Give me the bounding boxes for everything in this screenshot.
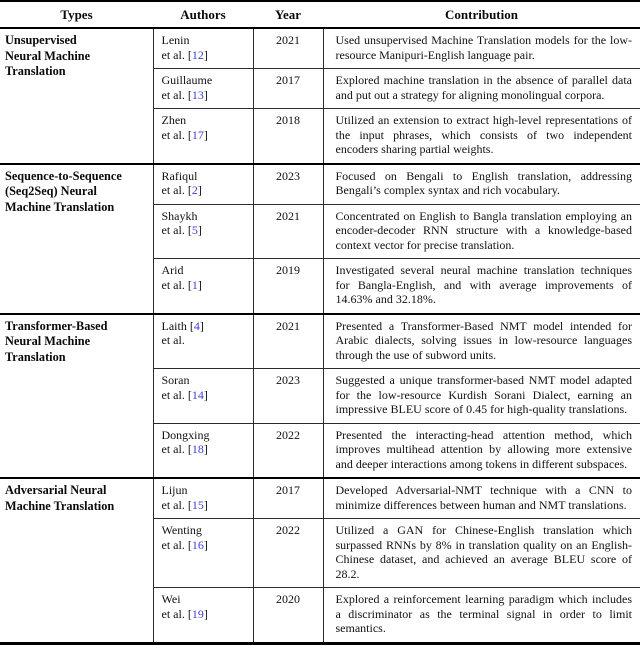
citation-link[interactable] — [188, 88, 208, 102]
citation-number: 17 — [191, 127, 204, 142]
table-row — [0, 28, 640, 69]
citation-bracket-open: [ — [187, 277, 192, 292]
citation-link[interactable] — [188, 498, 208, 512]
citation-bracket-close: ] — [203, 497, 208, 512]
type-cell — [0, 314, 153, 479]
citation-link[interactable] — [188, 442, 208, 456]
citation-number: 5 — [191, 223, 198, 237]
year-value: 2019 — [253, 259, 323, 314]
year-value: 2023 — [253, 369, 323, 424]
author-etal: et al. [12] — [161, 47, 208, 62]
author-name: Zhen — [161, 113, 187, 127]
contribution-text: Presented the interacting-head attention method, which improves multihead attention by allowing more extensive and deeper interactions among tokens in different subspaces. — [323, 423, 640, 478]
table-body — [0, 28, 640, 643]
author-name: Dongxing — [161, 427, 210, 442]
year-value: 2021 — [253, 314, 323, 369]
contribution-text: Used unsupervised Machine Translation models for the low-resource Manipuri-English language pair. — [323, 28, 640, 69]
type-label-line: Neural Machine — [5, 48, 91, 63]
contribution-text: Explored a reinforcement learning paradigm which includes a discriminator as the terminal signal in order to limit semantics. — [323, 588, 640, 644]
contribution-text: Focused on Bengali to English translation, addressing Bengali’s complex syntax and rich vocabulary. — [323, 164, 640, 205]
contribution-text: Investigated several neural machine translation techniques for Bangla-English, and with average improvements of 14.63% and 32.18%. — [323, 259, 640, 314]
contribution-text: Explored machine translation in the absence of parallel data and put out a strategy for aligning monolingual corpora. — [323, 69, 640, 109]
header-row — [0, 1, 640, 28]
author-etal: et al. — [161, 333, 185, 347]
citation-number: 16 — [191, 537, 204, 552]
citation-bracket-close: ] — [203, 87, 208, 102]
citation-number: 19 — [191, 606, 204, 621]
year-value: 2021 — [253, 204, 323, 259]
author-cell — [153, 164, 253, 205]
author-cell — [153, 259, 253, 314]
citation-bracket-open: [ — [187, 442, 192, 456]
author-etal: et al. [17] — [161, 127, 208, 142]
citation-bracket-close: ] — [203, 442, 208, 456]
citation-link[interactable] — [188, 183, 202, 197]
author-cell — [153, 69, 253, 109]
type-cell — [0, 164, 153, 314]
col-header-contribution: Contribution — [323, 1, 640, 28]
type-cell — [0, 28, 153, 164]
author-cell — [153, 204, 253, 259]
citation-link[interactable] — [188, 607, 208, 621]
author-name: Laith [4] — [161, 318, 204, 333]
col-header-authors: Authors — [153, 1, 253, 28]
citation-bracket-close: ] — [199, 318, 204, 333]
citation-bracket-close: ] — [197, 183, 202, 197]
author-name: Guillaume — [161, 73, 213, 87]
citation-bracket-open: [ — [187, 47, 192, 62]
type-label-line: Translation — [5, 64, 66, 78]
author-name: Shaykh — [161, 208, 198, 223]
citation-bracket-close: ] — [203, 537, 208, 552]
citation-number: 1 — [191, 277, 198, 292]
author-etal: et al. [14] — [161, 387, 208, 402]
author-etal: et al. [2] — [161, 183, 202, 197]
author-name: Wenting — [161, 523, 202, 537]
citation-link[interactable] — [188, 388, 208, 402]
citation-bracket-close: ] — [203, 387, 208, 402]
citation-bracket-open: [ — [187, 537, 192, 552]
contribution-text: Utilized a GAN for Chinese-English translation which surpassed RNNs by 8% in translation quality on an English-Chinese dataset, and achieved an average BLEU score of 28.2. — [323, 519, 640, 588]
contribution-text: Utilized an extension to extract high-level representations of the input phrases, which consists of two independent encoders sharing partial weights. — [323, 109, 640, 164]
author-name: Lijun — [161, 483, 188, 497]
year-value: 2017 — [253, 69, 323, 109]
author-name: Soran — [161, 373, 190, 387]
author-cell — [153, 314, 253, 369]
type-label-line: Transformer-Based — [5, 318, 108, 333]
citation-link[interactable] — [188, 278, 202, 292]
contribution-text: Concentrated on English to Bangla translation employing an encoder-decoder RNN structure with a knowledge-based context vector for precise translation. — [323, 204, 640, 259]
citation-bracket-close: ] — [203, 606, 208, 621]
author-name: Lenin — [161, 33, 190, 47]
year-value: 2021 — [253, 28, 323, 69]
author-etal: et al. [13] — [161, 87, 208, 102]
citation-bracket-open: [ — [187, 387, 192, 402]
citation-bracket-open: [ — [187, 87, 192, 102]
table-row — [0, 314, 640, 369]
citation-number: 4 — [193, 318, 200, 333]
contribution-text: Developed Adversarial-NMT technique with a CNN to minimize differences between human and NMT translations. — [323, 478, 640, 519]
author-etal: et al. [1] — [161, 277, 202, 292]
citation-bracket-open: [ — [187, 223, 192, 237]
citation-number: 15 — [191, 497, 204, 512]
citation-bracket-open: [ — [187, 127, 192, 142]
author-cell — [153, 519, 253, 588]
citation-link[interactable] — [188, 48, 208, 62]
author-cell — [153, 588, 253, 644]
citation-bracket-open: [ — [187, 183, 192, 197]
author-cell — [153, 423, 253, 478]
citation-bracket-close: ] — [197, 277, 202, 292]
type-label-line: Machine Translation — [5, 199, 115, 214]
citation-link[interactable] — [188, 223, 202, 237]
author-etal: et al. [15] — [161, 497, 208, 512]
year-value: 2022 — [253, 423, 323, 478]
citation-bracket-close: ] — [203, 127, 208, 142]
type-label-line: (Seq2Seq) Neural — [5, 184, 97, 198]
year-value: 2018 — [253, 109, 323, 164]
citation-bracket-open: [ — [189, 318, 194, 333]
author-cell — [153, 369, 253, 424]
table-row — [0, 164, 640, 205]
author-name: Rafiqul — [161, 168, 198, 183]
citation-bracket-open: [ — [187, 606, 192, 621]
col-header-types: Types — [0, 1, 153, 28]
year-value: 2023 — [253, 164, 323, 205]
year-value: 2017 — [253, 478, 323, 519]
type-label-line: Machine Translation — [5, 498, 115, 513]
citation-number: 12 — [191, 47, 204, 62]
type-cell — [0, 478, 153, 643]
citation-number: 18 — [191, 442, 204, 456]
author-cell — [153, 109, 253, 164]
citation-link[interactable] — [188, 538, 208, 552]
citation-bracket-open: [ — [187, 497, 192, 512]
author-etal: et al. [18] — [161, 442, 208, 456]
type-label-line: Unsupervised — [5, 33, 77, 47]
contribution-text: Presented a Transformer-Based NMT model intended for Arabic dialects, solving issues in low-resource languages through the use of subword units. — [323, 314, 640, 369]
citation-link[interactable] — [188, 128, 208, 142]
year-value: 2020 — [253, 588, 323, 644]
type-label-line: Translation — [5, 349, 66, 364]
citation-link[interactable] — [190, 319, 204, 333]
table-row — [0, 478, 640, 519]
type-label-line: Neural Machine — [5, 334, 91, 348]
citation-number: 13 — [191, 87, 204, 102]
type-label-line: Adversarial Neural — [5, 483, 107, 497]
type-label-line: Sequence-to-Sequence — [5, 168, 122, 183]
author-name: Wei — [161, 592, 181, 606]
author-etal: et al. [16] — [161, 537, 208, 552]
col-header-year: Year — [253, 1, 323, 28]
contribution-text: Suggested a unique transformer-based NMT model adapted for the low-resource Kurdish Sorani Dialect, earning an impressive BLEU score of 0.45 for high-quality translations. — [323, 369, 640, 424]
citation-number: 14 — [191, 387, 204, 402]
citation-bracket-close: ] — [197, 223, 202, 237]
author-etal: et al. [19] — [161, 606, 208, 621]
citation-bracket-close: ] — [203, 47, 208, 62]
year-value: 2022 — [253, 519, 323, 588]
author-cell — [153, 28, 253, 69]
author-name: Arid — [161, 263, 184, 277]
author-etal: et al. [5] — [161, 223, 202, 237]
citation-number: 2 — [191, 183, 198, 197]
author-cell — [153, 478, 253, 519]
